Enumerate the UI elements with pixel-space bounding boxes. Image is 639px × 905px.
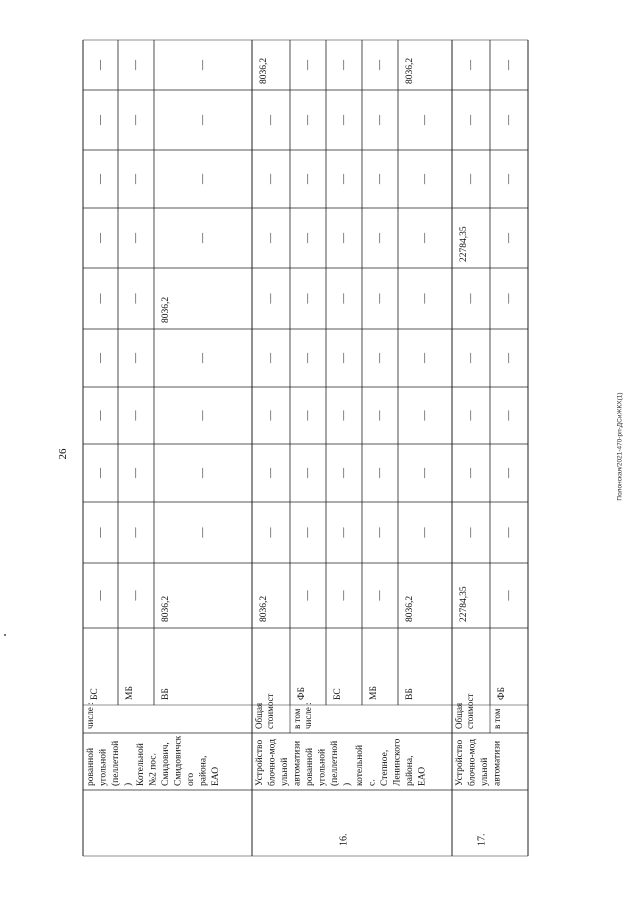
item-name-line: Смидович, <box>161 742 172 786</box>
cell-dash: — <box>338 410 350 421</box>
item-name-line: Ленинского <box>392 738 403 786</box>
cell-dash: — <box>503 527 515 538</box>
item-name-line: Котельной <box>136 743 147 786</box>
cell-dash: — <box>197 115 209 125</box>
cell-dash: — <box>130 468 142 478</box>
cell-value: 8036,2 <box>259 57 270 84</box>
item-name-line: ) <box>342 782 353 786</box>
item-number: 17. <box>476 833 488 846</box>
cell-dash: — <box>302 293 314 304</box>
cell-dash: — <box>302 527 314 538</box>
item-number: 16. <box>338 833 350 846</box>
cell-dash: — <box>94 590 106 601</box>
item-name-line: рованной <box>305 747 316 786</box>
fund-code: ВБ <box>161 688 172 700</box>
cell-dash: — <box>130 293 142 304</box>
cost-group-label: числе : <box>85 702 96 729</box>
item-name-line: Смидовичск <box>173 735 184 786</box>
cell-dash: — <box>338 353 350 363</box>
item-name-line: ) <box>123 782 134 786</box>
item-name-line: Устройство <box>455 739 466 786</box>
cell-dash: — <box>265 115 277 125</box>
item-name-line: №2 пос. <box>148 753 159 786</box>
cell-dash: — <box>302 353 314 363</box>
cell-dash: — <box>503 353 515 363</box>
cell-dash: — <box>503 60 515 70</box>
cell-dash: — <box>465 410 477 421</box>
fund-code: МБ <box>125 686 136 700</box>
cell-dash: — <box>302 115 314 125</box>
cell-dash: — <box>338 115 350 125</box>
cell-value: 8036,2 <box>161 296 172 323</box>
cell-dash: — <box>130 60 142 70</box>
cell-dash: — <box>419 174 431 184</box>
cell-dash: — <box>503 293 515 304</box>
cell-dash: — <box>465 468 477 478</box>
cell-dash: — <box>338 293 350 304</box>
cell-dash: — <box>265 233 277 243</box>
cell-dash: — <box>94 468 106 478</box>
cell-dash: — <box>419 353 431 363</box>
cell-dash: — <box>374 233 386 243</box>
item-name-line: автоматизи <box>492 740 503 786</box>
cell-value: 8036,2 <box>405 57 416 84</box>
cell-dash: — <box>302 233 314 243</box>
cell-dash: — <box>197 353 209 363</box>
cost-group-label: в том <box>492 708 503 729</box>
cell-dash: — <box>503 410 515 421</box>
cell-dash: — <box>265 174 277 184</box>
fund-code: МБ <box>369 686 380 700</box>
cell-dash: — <box>197 468 209 478</box>
cost-group-label: Общая <box>454 702 465 729</box>
cell-dash: — <box>419 527 431 538</box>
cell-dash: — <box>419 468 431 478</box>
cell-dash: — <box>503 468 515 478</box>
item-name-line: ульной <box>280 757 291 786</box>
cell-dash: — <box>338 233 350 243</box>
cell-value: 8036,2 <box>405 595 416 622</box>
cell-dash: — <box>419 115 431 125</box>
cell-dash: — <box>374 410 386 421</box>
cell-dash: — <box>503 590 515 601</box>
cell-dash: — <box>197 527 209 538</box>
cell-dash: — <box>197 174 209 184</box>
item-name-line: (пеллетной <box>111 740 122 786</box>
item-name-line: района, <box>198 755 209 786</box>
cell-dash: — <box>197 60 209 70</box>
item-name-line: угольной <box>317 748 328 786</box>
item-name-line: ЕАО <box>417 766 428 786</box>
cell-dash: — <box>130 233 142 243</box>
cell-value: 8036,2 <box>259 595 270 622</box>
cell-dash: — <box>465 115 477 125</box>
cell-dash: — <box>419 293 431 304</box>
cost-group-label: Общая <box>254 702 265 729</box>
cell-dash: — <box>302 468 314 478</box>
cell-dash: — <box>265 293 277 304</box>
cell-dash: — <box>130 353 142 363</box>
fund-code: ВБ <box>405 688 416 700</box>
cell-dash: — <box>338 60 350 70</box>
cell-dash: — <box>265 353 277 363</box>
fund-code: ФБ <box>297 687 308 700</box>
cell-dash: — <box>338 527 350 538</box>
item-name-line: рованной <box>86 747 97 786</box>
cell-dash: — <box>374 174 386 184</box>
fund-code: БС <box>333 688 344 700</box>
cell-value: 8036,2 <box>161 595 172 622</box>
cell-dash: — <box>302 60 314 70</box>
cell-dash: — <box>265 527 277 538</box>
cell-dash: — <box>94 233 106 243</box>
item-name-line: ЕАО <box>211 766 222 786</box>
cell-dash: — <box>94 353 106 363</box>
item-name-line: с. <box>367 779 378 786</box>
cell-dash: — <box>265 468 277 478</box>
item-name-line: угольной <box>98 748 109 786</box>
cell-dash: — <box>197 233 209 243</box>
cell-dash: — <box>265 410 277 421</box>
item-name-line: (пеллетной <box>330 740 341 786</box>
item-name-line: автоматизи <box>292 740 303 786</box>
cell-dash: — <box>130 527 142 538</box>
cell-dash: — <box>302 590 314 601</box>
fund-code: БС <box>90 688 101 700</box>
cost-group-label: стоимост <box>465 693 476 729</box>
cell-dash: — <box>130 174 142 184</box>
item-name-line: котельной <box>355 744 366 786</box>
cell-dash: — <box>94 115 106 125</box>
cell-dash: — <box>374 590 386 601</box>
item-name-line: района, <box>405 755 416 786</box>
cell-dash: — <box>465 527 477 538</box>
cell-dash: — <box>374 527 386 538</box>
cell-dash: — <box>302 410 314 421</box>
page-number: 26 <box>57 448 69 460</box>
document-footer-reference: Полонская/2021-470-рп-ДСиЖКХ(1) <box>616 392 624 501</box>
cell-dash: — <box>374 293 386 304</box>
cell-dash: — <box>419 233 431 243</box>
cell-dash: — <box>338 468 350 478</box>
cell-dash: — <box>465 60 477 70</box>
cost-group-label: числе : <box>303 702 314 729</box>
item-name-line: Степное, <box>380 749 391 786</box>
cell-dash: — <box>130 410 142 421</box>
cell-value: 22784,35 <box>459 586 470 622</box>
cell-dash: — <box>374 60 386 70</box>
cell-dash: — <box>503 233 515 243</box>
item-name-line: блочно-мод <box>467 739 478 786</box>
cell-dash: — <box>465 174 477 184</box>
cell-dash: — <box>338 174 350 184</box>
fund-code: ФБ <box>497 687 508 700</box>
cell-dash: — <box>465 353 477 363</box>
cell-dash: — <box>130 115 142 125</box>
cell-dash: — <box>503 115 515 125</box>
cell-dash: — <box>94 410 106 421</box>
cell-dash: — <box>503 174 515 184</box>
item-name-line: блочно-мод <box>267 739 278 786</box>
item-name-line: ульной <box>480 757 491 786</box>
cell-dash: — <box>419 410 431 421</box>
cell-dash: — <box>374 468 386 478</box>
cell-dash: — <box>374 353 386 363</box>
cell-dash: — <box>94 60 106 70</box>
cost-group-label: стоимост <box>265 693 276 729</box>
cell-value: 22784,35 <box>459 226 470 262</box>
cell-dash: — <box>374 115 386 125</box>
cell-dash: — <box>94 527 106 538</box>
cell-dash: — <box>338 590 350 601</box>
cell-dash: — <box>465 293 477 304</box>
cell-dash: — <box>94 174 106 184</box>
cell-dash: — <box>130 590 142 601</box>
cost-group-label: в том <box>292 708 303 729</box>
cell-dash: — <box>197 410 209 421</box>
cell-dash: — <box>94 293 106 304</box>
item-name-line: Устройство <box>255 739 266 786</box>
item-name-line: ого <box>186 772 197 786</box>
cell-dash: — <box>302 174 314 184</box>
